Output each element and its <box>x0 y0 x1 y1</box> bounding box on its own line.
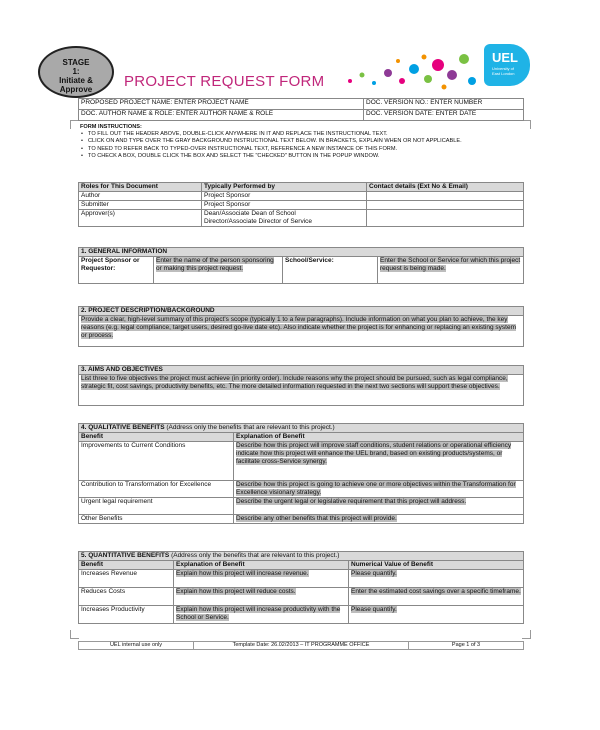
section-heading: 2. PROJECT DESCRIPTION/BACKGROUND <box>79 307 524 316</box>
instruction-item: • TO CHECK A BOX, DOUBLE CLICK THE BOX AND SELECT THE "CHECKED" BUTTON IN THE POPUP WINDOW. <box>88 153 520 160</box>
logo-subtext: University of East London <box>492 66 515 76</box>
contact-cell[interactable] <box>367 201 524 210</box>
form-instructions <box>80 124 520 160</box>
school-label: School/Service: <box>283 257 378 284</box>
footer-page-number: Page 1 of 3 <box>409 642 524 650</box>
crop-mark <box>70 120 79 129</box>
table-row <box>79 201 524 210</box>
crop-mark <box>522 120 531 129</box>
qualitative-section <box>78 423 524 524</box>
table-row <box>79 515 524 524</box>
explanation-field[interactable]: Explain how this project will increase productivity with the School or Service. <box>174 606 349 624</box>
sponsor-field[interactable]: Enter the name of the person sponsoring or making this project request. <box>154 257 283 284</box>
school-field[interactable]: Enter the School or Service for which this project request is being made. <box>378 257 524 284</box>
instruction-item: • TO FILL OUT THE HEADER ABOVE, DOUBLE-CLICK ANYWHERE IN IT AND REPLACE THE INSTRUCTIONAL TEXT. <box>88 131 520 138</box>
sponsor-label: Project Sponsor or Requestor: <box>79 257 154 284</box>
footer-template-date: Template Date: 26.02/2013 – IT PROGRAMME OFFICE <box>194 642 409 650</box>
page-footer <box>78 641 524 650</box>
aims-field[interactable]: List three to five objectives the project must achieve (in priority order). Include reasons why the project should be pursued, such as legal compliance, strategic fit, cost savings, productivity benefits, etc. The more detailed information requested in the next two sections will support these objectives. <box>79 375 524 406</box>
column-header: Contact details (Ext No & Email) <box>367 183 524 192</box>
value-field[interactable]: Please quantify. <box>349 606 524 624</box>
performer-cell: Project Sponsor <box>202 192 367 201</box>
header-table <box>78 98 524 121</box>
contact-cell[interactable] <box>367 210 524 227</box>
uel-logo <box>484 44 530 86</box>
section-note: (Address only the benefits that are relevant to this project.) <box>171 552 340 559</box>
explanation-field[interactable]: Describe how this project is going to achieve one or more objectives within the Transformation for Excellence visionary strategy. <box>234 481 524 498</box>
table-row <box>79 570 524 588</box>
project-name-field[interactable]: PROPOSED PROJECT NAME: ENTER PROJECT NAME <box>79 99 364 110</box>
instruction-item: • TO NEED TO REFER BACK TO TYPED-OVER INSTRUCTIONAL TEXT, REFERENCE A NEW INSTANCE OF THIS FORM. <box>88 146 520 153</box>
stage-line: Initiate & <box>59 76 93 85</box>
decorative-dots <box>340 45 490 95</box>
contact-cell[interactable] <box>367 192 524 201</box>
table-row <box>79 442 524 481</box>
column-header: Benefit <box>79 433 234 442</box>
role-cell: Author <box>79 192 202 201</box>
stage-line: STAGE <box>62 58 90 67</box>
column-header: Explanation of Benefit <box>234 433 524 442</box>
description-section <box>78 306 524 347</box>
benefit-cell: Urgent legal requirement <box>79 498 234 515</box>
value-field[interactable]: Enter the estimated cost savings over a specific timeframe. <box>349 588 524 606</box>
role-cell: Approver(s) <box>79 210 202 227</box>
footer-classification: UEL internal use only <box>79 642 194 650</box>
explanation-field[interactable]: Describe the urgent legal or legislative requirement that this project will address. <box>234 498 524 515</box>
page-title: PROJECT REQUEST FORM <box>124 73 325 90</box>
column-header: Benefit <box>79 561 174 570</box>
version-number-field[interactable]: DOC. VERSION NO.: ENTER NUMBER <box>364 99 524 110</box>
benefit-cell: Improvements to Current Conditions <box>79 442 234 481</box>
section-heading: 5. QUANTITATIVE BENEFITS (Address only the benefits that are relevant to this project.) <box>79 552 524 561</box>
roles-table <box>78 182 524 227</box>
crop-mark <box>70 630 79 639</box>
instruction-item: • CLICK ON AND TYPE OVER THE GRAY BACKGROUND INSTRUCTIONAL TEXT BELOW. IN BRACKETS, EXPLAIN WHEN OR NOT APPLICABLE. <box>88 138 520 145</box>
explanation-field[interactable]: Describe any other benefits that this project will provide. <box>234 515 524 524</box>
description-field[interactable]: Provide a clear, high-level summary of this project's scope (typically 1 to a few paragraphs). Include information on what you plan to achieve, the key reasons (e.g. legal compliance, target users, desired go-live date etc). Also indicate whether the project is for enhancing or replacing an existing system or process. <box>79 316 524 347</box>
value-field[interactable]: Please quantify. <box>349 570 524 588</box>
section-heading: 4. QUALITATIVE BENEFITS (Address only the benefits that are relevant to this project.) <box>79 424 524 433</box>
benefit-cell: Other Benefits <box>79 515 234 524</box>
version-date-field[interactable]: DOC. VERSION DATE: ENTER DATE <box>364 110 524 121</box>
instructions-heading: FORM INSTRUCTIONS: <box>80 124 142 130</box>
benefit-cell: Increases Productivity <box>79 606 174 624</box>
aims-section <box>78 365 524 406</box>
explanation-field[interactable]: Explain how this project will reduce costs. <box>174 588 349 606</box>
section-note: (Address only the benefits that are relevant to this project.) <box>166 424 335 431</box>
role-cell: Submitter <box>79 201 202 210</box>
table-row <box>79 481 524 498</box>
performer-cell: Dean/Associate Dean of School Director/Associate Director of Service <box>202 210 367 227</box>
table-row <box>79 210 524 227</box>
table-row <box>79 606 524 624</box>
stage-line: 1: <box>72 67 80 76</box>
table-row <box>79 192 524 201</box>
general-info-section <box>78 247 524 284</box>
explanation-field[interactable]: Describe how this project will improve staff conditions, student relations or operational efficiency indicate how this project will enhance the UEL brand, based on existing products/systems, or facilitate cross-Service synergy. <box>234 442 524 481</box>
column-header: Roles for This Document <box>79 183 202 192</box>
explanation-field[interactable]: Explain how this project will increase revenue. <box>174 570 349 588</box>
column-header: Typically Performed by <box>202 183 367 192</box>
benefit-cell: Contribution to Transformation for Excellence <box>79 481 234 498</box>
column-header: Explanation of Benefit <box>174 561 349 570</box>
quantitative-section <box>78 551 524 624</box>
table-row <box>79 498 524 515</box>
benefit-cell: Increases Revenue <box>79 570 174 588</box>
benefit-cell: Reduces Costs <box>79 588 174 606</box>
section-heading: 3. AIMS AND OBJECTIVES <box>79 366 524 375</box>
section-heading: 1. GENERAL INFORMATION <box>79 248 524 257</box>
crop-mark <box>522 630 531 639</box>
stage-badge <box>38 46 114 98</box>
performer-cell: Project Sponsor <box>202 201 367 210</box>
logo-text: UEL <box>492 50 518 65</box>
author-field[interactable]: DOC. AUTHOR NAME & ROLE: ENTER AUTHOR NAME & ROLE <box>79 110 364 121</box>
table-row <box>79 588 524 606</box>
column-header: Numerical Value of Benefit <box>349 561 524 570</box>
instructions-list <box>80 131 520 160</box>
stage-line: Approve <box>59 85 93 94</box>
